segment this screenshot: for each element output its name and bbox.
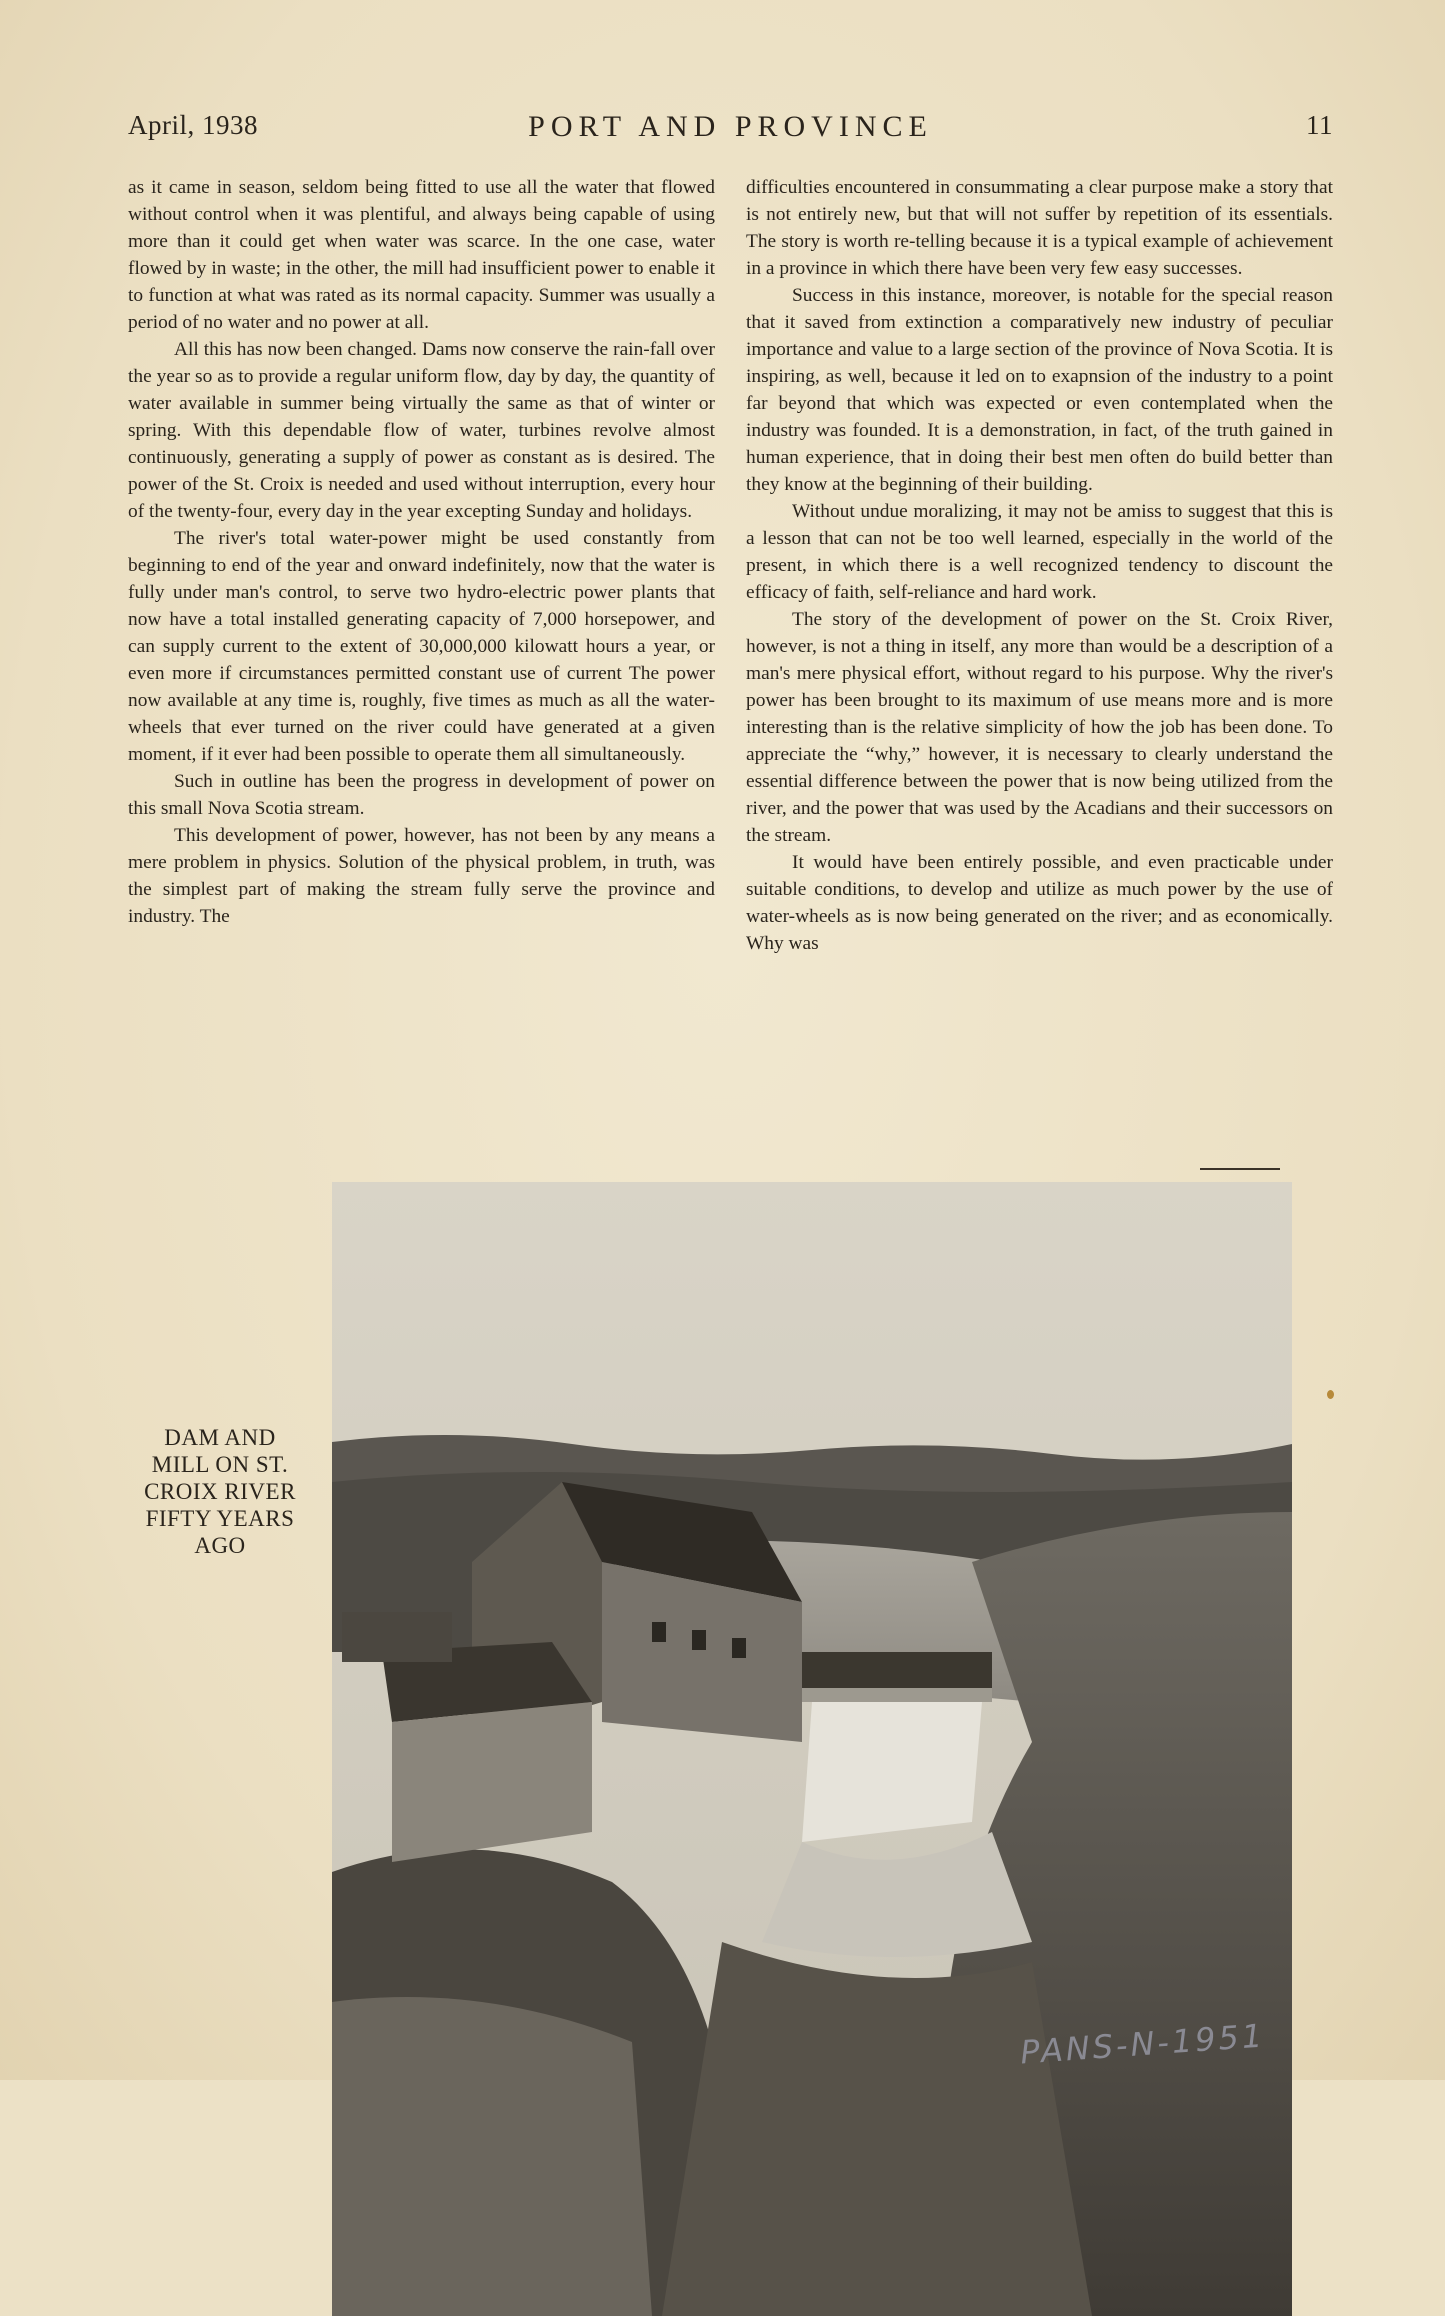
publication-title: PORT AND PROVINCE xyxy=(528,110,933,143)
caption-line: DAM AND xyxy=(164,1425,276,1450)
paragraph: Such in outline has been the progress in development of power on this small Nova Scotia stream. xyxy=(128,771,715,819)
caption-line: MILL ON ST. xyxy=(151,1452,289,1477)
column-rule xyxy=(1200,1168,1280,1170)
paragraph: All this has now been changed. Dams now conserve the rain-fall over the year so as to provide a regular uniform flow, day by day, the quantity of water available in summer being virtually the same as that of winter or spring. With this dependable flow of water, turbines revolve almost continuously, generating a supply of power as constant as is desired. The power of the St. Croix is needed and used without interruption, every hour of the twenty-four, every day in the year excepting Sunday and holidays. xyxy=(128,339,715,522)
caption-line: AGO xyxy=(194,1533,246,1558)
page-number: 11 xyxy=(1306,110,1333,140)
right-text-column xyxy=(746,174,1333,957)
paragraph: Without undue moralizing, it may not be amiss to suggest that this is a lesson that can not be too well learned, especially in the world of the present, in which there is a well recognized tendency to discount the efficacy of faith, self-reliance and hard work. xyxy=(746,501,1333,603)
paragraph: The story of the development of power on the St. Croix River, however, is not a thing in itself, any more than would be a description of a man's mere physical effort, without regard to his purpose. Why the river's power has been brought to its maximum of use means more and is more interesting than is the relative simplicity of how the job has been done. To appreciate the “why,” however, it is necessary to clearly understand the essential difference between the power that is now being utilized from the river, and the power that was used by the Acadians and their successors on the stream. xyxy=(746,609,1333,846)
caption-line: CROIX RIVER xyxy=(144,1479,296,1504)
paragraph: The river's total water-power might be used constantly from beginning to end of the year and onward indefinitely, now that the water is fully under man's control, to serve two hydro-electric power plants that now have a total installed generating capacity of 7,000 horsepower, and can supply current to the extent of 30,000,000 kilowatt hours a year, or even more if circumstances permitted constant use of current The power now available at any time is, roughly, five times as much as all the water-wheels that ever turned on the river could have generated at a given moment, if it ever had been possible to operate them all simultaneously. xyxy=(128,528,715,765)
issue-date: April, 1938 xyxy=(128,110,258,140)
paragraph: Success in this instance, moreover, is notable for the special reason that it saved from extinction a comparatively new industry of peculiar importance and value to a large section of the province of Nova Scotia. It is inspiring, as well, because it led on to exapnsion of the industry to a point far beyond that which was expected or even contemplated when the industry was founded. It is a demonstration, in fact, of the truth gained in human experience, that in doing their best men often do build better than they know at the beginning of their building. xyxy=(746,285,1333,495)
paragraph: as it came in season, seldom being fitted to use all the water that flowed without control when it was plentiful, and always being capable of using more than it could get when water was scarce. In the one case, water flowed by in waste; in the other, the mill had insufficient power to enable it to function at what was rated as its normal capacity. Summer was usually a period of no water and no power at all. xyxy=(128,177,715,333)
page-header xyxy=(128,110,1333,150)
dam-and-mill-photograph xyxy=(332,1182,1292,2316)
paragraph: This development of power, however, has not been by any means a mere problem in physics. Solution of the physical problem, in truth, was the simplest part of making the stream fully serve the province and industry. The xyxy=(128,825,715,927)
archive-handwritten-mark: PANS-N-1951 xyxy=(1018,2016,1267,2072)
photo-caption xyxy=(130,1424,310,1559)
paragraph: It would have been entirely possible, and even practicable under suitable conditions, to develop and utilize as much power by the use of water-wheels as is now being generated on the river; and as economically. Why was xyxy=(746,852,1333,954)
paragraph: difficulties encountered in consummating a clear purpose make a story that is not entirely new, but that will not suffer by repetition of its essentials. The story is worth re-telling because it is a typical example of achievement in a province in which there have been very few easy successes. xyxy=(746,177,1333,279)
caption-line: FIFTY YEARS xyxy=(145,1506,295,1531)
paper-stain xyxy=(1327,1390,1334,1399)
left-text-column xyxy=(128,174,715,930)
